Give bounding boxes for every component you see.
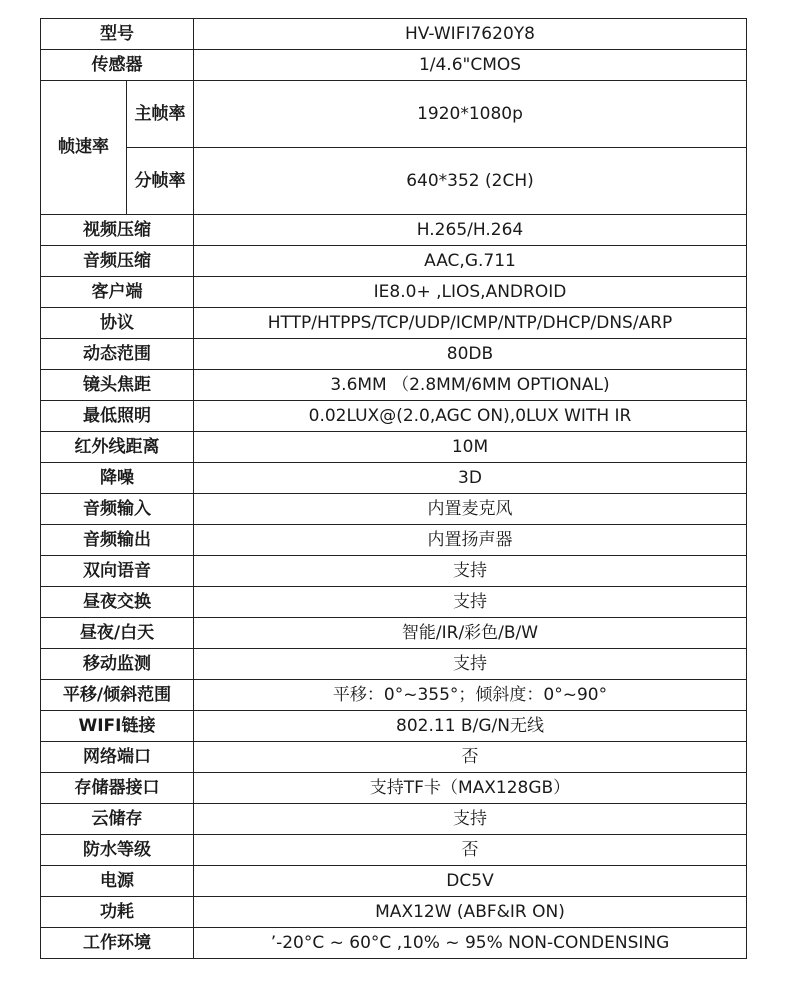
- row-value: 10M: [194, 432, 747, 463]
- table-row: [41, 525, 747, 556]
- sub-frame-rate-value: 640*352 (2CH): [194, 148, 747, 215]
- table-row: [41, 928, 747, 959]
- row-label: 功耗: [41, 897, 194, 928]
- table-row: [41, 246, 747, 277]
- table-row: [41, 835, 747, 866]
- row-value: 支持TF卡（MAX128GB）: [194, 773, 747, 804]
- table-row: [41, 649, 747, 680]
- table-row: [41, 556, 747, 587]
- row-label: WIFI链接: [41, 711, 194, 742]
- table-row-frame-main: [41, 81, 747, 148]
- main-frame-rate-value: 1920*1080p: [194, 81, 747, 148]
- row-label: 音频输入: [41, 494, 194, 525]
- row-label: 协议: [41, 308, 194, 339]
- table-row: [41, 866, 747, 897]
- table-row: [41, 339, 747, 370]
- table-row: [41, 494, 747, 525]
- table-row: [41, 308, 747, 339]
- row-value: ’-20°C ~ 60°C ,10% ~ 95% NON-CONDENSING: [194, 928, 747, 959]
- row-value: IE8.0+ ,LIOS,ANDROID: [194, 277, 747, 308]
- row-value: H.265/H.264: [194, 215, 747, 246]
- row-value: 支持: [194, 804, 747, 835]
- row-value: 80DB: [194, 339, 747, 370]
- row-label: 双向语音: [41, 556, 194, 587]
- row-label: 降噪: [41, 463, 194, 494]
- table-row: [41, 804, 747, 835]
- row-label: 红外线距离: [41, 432, 194, 463]
- row-label: 昼夜/白天: [41, 618, 194, 649]
- table-row: [41, 773, 747, 804]
- spec-table: [40, 18, 747, 959]
- row-label: 云储存: [41, 804, 194, 835]
- table-row: [41, 742, 747, 773]
- row-label: 工作环境: [41, 928, 194, 959]
- row-value: 平移：0°~355°；倾斜度：0°~90°: [194, 680, 747, 711]
- row-label: 最低照明: [41, 401, 194, 432]
- table-row: [41, 50, 747, 81]
- row-value: HTTP/HTPPS/TCP/UDP/ICMP/NTP/DHCP/DNS/ARP: [194, 308, 747, 339]
- row-value: 3.6MM （2.8MM/6MM OPTIONAL): [194, 370, 747, 401]
- frame-rate-label: 帧速率: [41, 81, 127, 215]
- table-row: [41, 680, 747, 711]
- row-value: 3D: [194, 463, 747, 494]
- row-value: 802.11 B/G/N无线: [194, 711, 747, 742]
- row-label: 客户端: [41, 277, 194, 308]
- row-label: 昼夜交换: [41, 587, 194, 618]
- table-row: [41, 587, 747, 618]
- sub-frame-rate-label: 分帧率: [127, 148, 194, 215]
- row-label: 音频压缩: [41, 246, 194, 277]
- row-label: 防水等级: [41, 835, 194, 866]
- row-value: DC5V: [194, 866, 747, 897]
- table-row: [41, 711, 747, 742]
- table-row: [41, 19, 747, 50]
- table-row: [41, 277, 747, 308]
- main-frame-rate-label: 主帧率: [127, 81, 194, 148]
- row-value: 支持: [194, 587, 747, 618]
- table-row-frame-sub: [41, 148, 747, 215]
- row-label: 网络端口: [41, 742, 194, 773]
- row-value: 1/4.6"CMOS: [194, 50, 747, 81]
- table-row: [41, 897, 747, 928]
- row-label: 传感器: [41, 50, 194, 81]
- table-row: [41, 215, 747, 246]
- row-value: 内置麦克风: [194, 494, 747, 525]
- row-value: 否: [194, 835, 747, 866]
- row-label: 视频压缩: [41, 215, 194, 246]
- table-row: [41, 370, 747, 401]
- row-label: 动态范围: [41, 339, 194, 370]
- row-value: 内置扬声器: [194, 525, 747, 556]
- table-row: [41, 401, 747, 432]
- row-label: 镜头焦距: [41, 370, 194, 401]
- table-row: [41, 432, 747, 463]
- row-label: 平移/倾斜范围: [41, 680, 194, 711]
- row-label: 型号: [41, 19, 194, 50]
- row-value: 0.02LUX@(2.0,AGC ON),0LUX WITH IR: [194, 401, 747, 432]
- row-label: 存储器接口: [41, 773, 194, 804]
- row-value: 支持: [194, 649, 747, 680]
- row-label: 音频输出: [41, 525, 194, 556]
- row-value: 支持: [194, 556, 747, 587]
- row-value: HV-WIFI7620Y8: [194, 19, 747, 50]
- row-value: 智能/IR/彩色/B/W: [194, 618, 747, 649]
- row-label: 电源: [41, 866, 194, 897]
- row-value: MAX12W (ABF&IR ON): [194, 897, 747, 928]
- row-value: 否: [194, 742, 747, 773]
- table-row: [41, 618, 747, 649]
- row-label: 移动监测: [41, 649, 194, 680]
- table-row: [41, 463, 747, 494]
- row-value: AAC,G.711: [194, 246, 747, 277]
